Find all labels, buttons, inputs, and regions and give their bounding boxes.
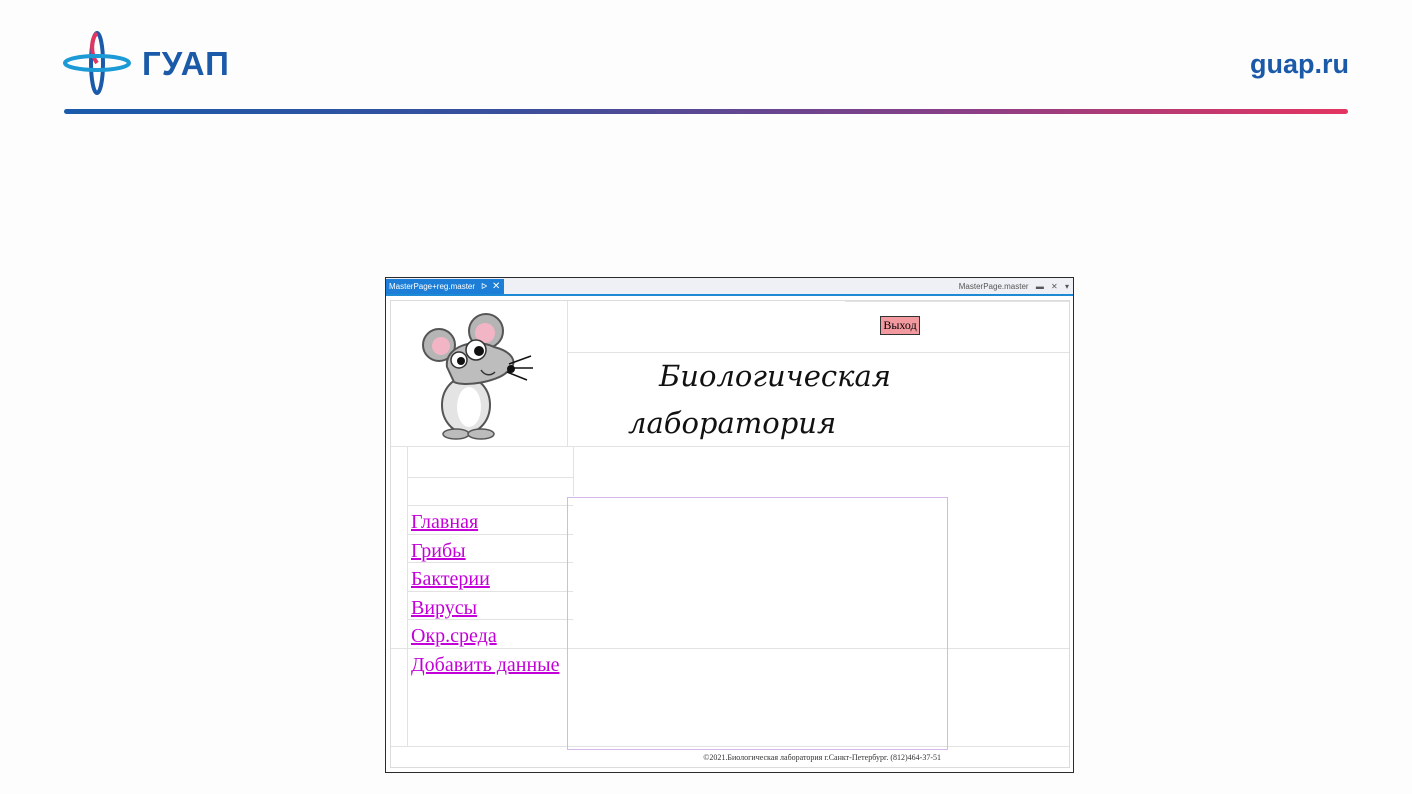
editor-window bbox=[385, 277, 1074, 773]
site-title-line2: лаборатория bbox=[628, 406, 837, 440]
header-divider bbox=[64, 109, 1348, 114]
design-surface bbox=[390, 300, 1070, 768]
mouse-logo-icon bbox=[419, 312, 559, 440]
menu-link-add-data[interactable]: Добавить данные bbox=[411, 654, 560, 676]
close-icon[interactable]: ✕ bbox=[1051, 282, 1058, 291]
pin-icon[interactable]: ᐅ bbox=[481, 282, 488, 291]
pin-icon[interactable]: ▬ bbox=[1035, 282, 1044, 291]
site-title-line1: Биологическая bbox=[659, 359, 891, 393]
content-placeholder[interactable] bbox=[567, 497, 948, 750]
chevron-down-icon[interactable]: ▾ bbox=[1064, 282, 1069, 291]
close-icon[interactable]: ✕ bbox=[492, 281, 501, 292]
menu-link-fungi[interactable]: Грибы bbox=[411, 540, 466, 562]
tab-label: MasterPage.master bbox=[958, 282, 1029, 291]
menu-link-viruses[interactable]: Вирусы bbox=[411, 597, 478, 619]
footer-text: ©2021.Биологическая лаборатория г.Санкт-Петербург. (812)464-37-51 bbox=[703, 753, 941, 762]
menu-link-bacteria[interactable]: Бактерии bbox=[411, 568, 490, 590]
guap-logo-icon bbox=[62, 30, 132, 96]
menu-link-home[interactable]: Главная bbox=[411, 511, 479, 533]
site-url[interactable]: guap.ru bbox=[1250, 49, 1349, 79]
tab-masterpage[interactable] bbox=[954, 279, 1069, 294]
logout-button[interactable]: Выход bbox=[880, 316, 920, 335]
logo-text: ГУАП bbox=[142, 45, 230, 82]
tab-label: MasterPage+reg.master bbox=[389, 282, 476, 291]
tab-masterpage-reg[interactable] bbox=[386, 279, 504, 294]
menu-link-environment[interactable]: Окр.среда bbox=[411, 625, 497, 647]
tab-bar bbox=[386, 278, 1073, 296]
